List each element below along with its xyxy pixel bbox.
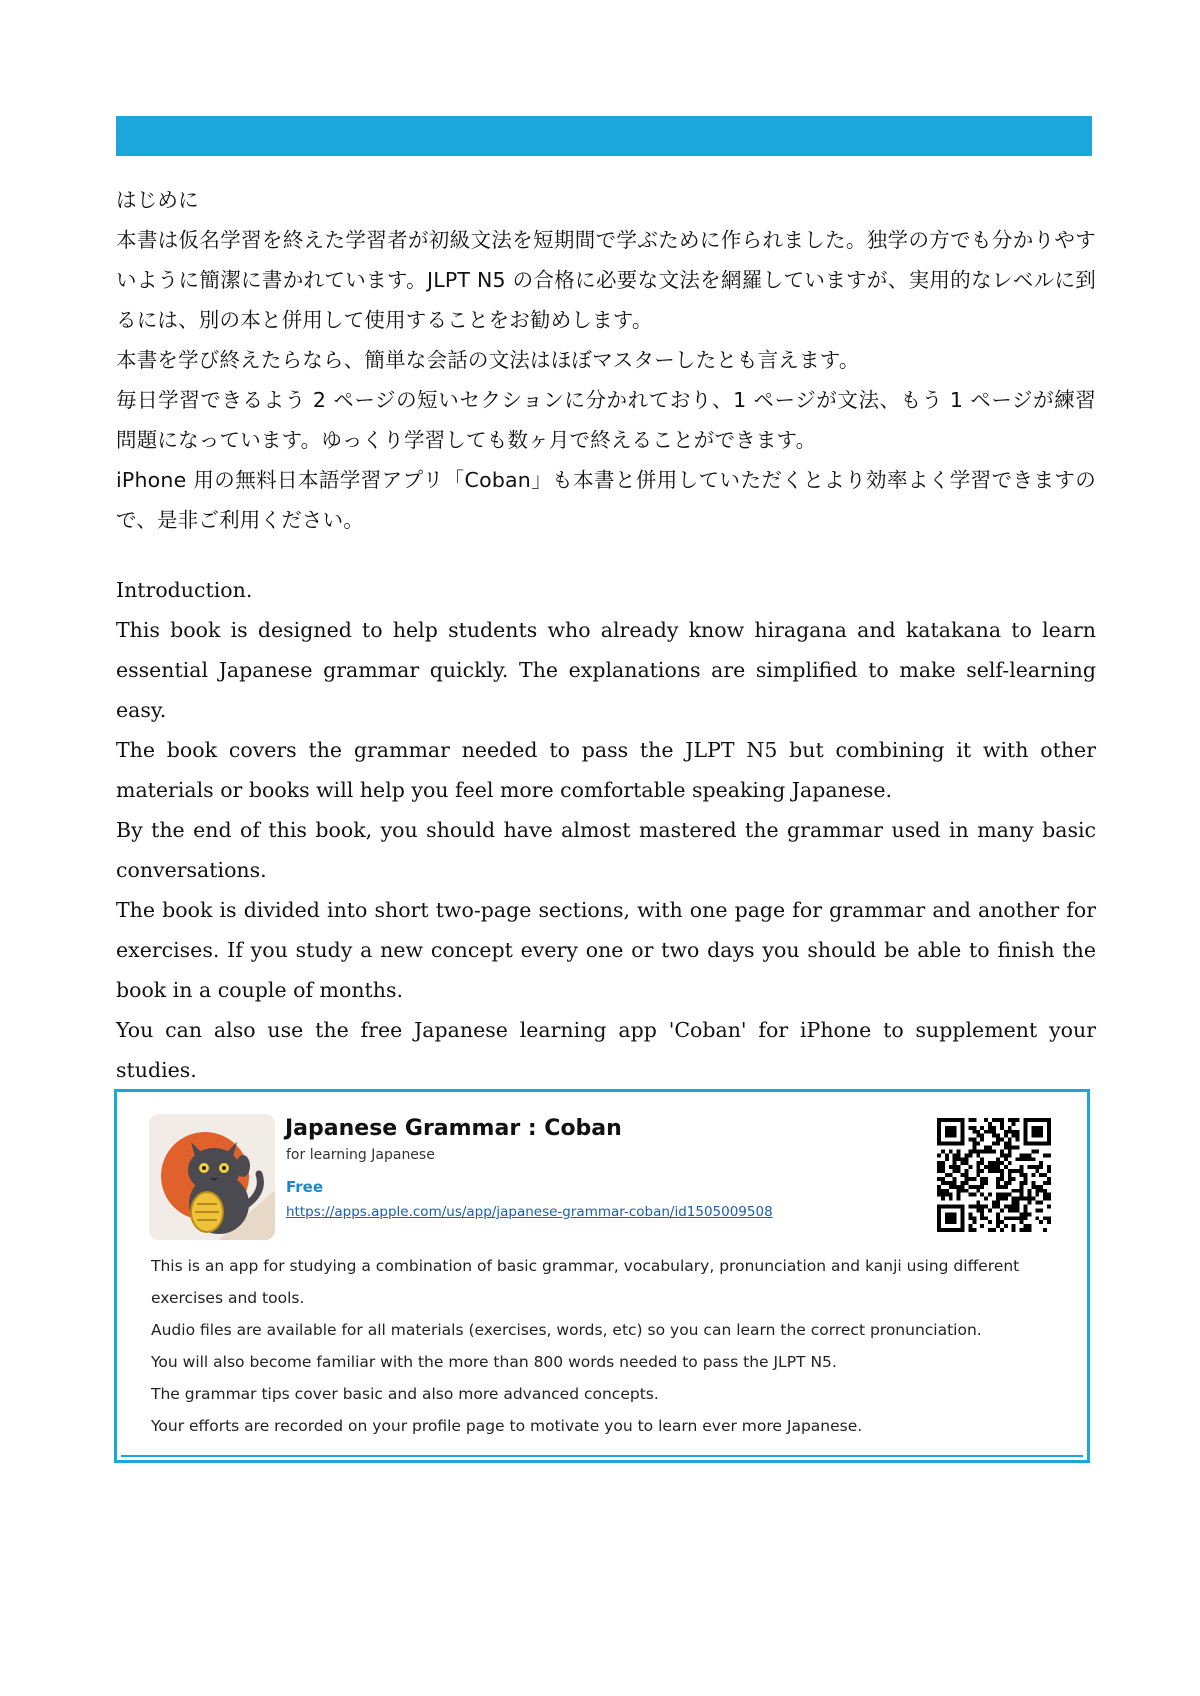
- japanese-paragraph: 本書は仮名学習を終えた学習者が初級文法を短期間で学ぶために作られました。独学の方でも分かりやすいように簡潔に書かれています。JLPT N5 の合格に必要な文法を網羅していますが、実用的なレベルに到るには、別の本と併用して使用することをお勧めします。: [116, 228, 1096, 332]
- app-description-line: Audio files are available for all materials (exercises, words, etc) so you can learn the correct pronunciation.: [151, 1321, 982, 1339]
- english-paragraph: The book covers the grammar needed to pass the JLPT N5 but combining it with other materials or books will help you feel more comfortable speaking Japanese.: [116, 738, 1096, 802]
- english-paragraph: You can also use the free Japanese learning app 'Coban' for iPhone to supplement your studies.: [116, 1018, 1096, 1082]
- app-subtitle: for learning Japanese: [286, 1147, 435, 1163]
- japanese-heading: はじめに: [116, 188, 199, 212]
- header-bar: [116, 116, 1092, 156]
- app-promo-box: [114, 1089, 1090, 1463]
- english-paragraph: This book is designed to help students who already know hiragana and katakana to learn essential Japanese grammar quickly. The explanations are simplified to make self-learning easy.: [116, 618, 1096, 722]
- japanese-paragraph: 本書を学び終えたらなら、簡単な会話の文法はほぼマスターしたとも言えます。: [116, 348, 860, 372]
- japanese-paragraph: iPhone 用の無料日本語学習アプリ「Coban」も本書と併用していただくとより効率よく学習できますので、是非ご利用ください。: [116, 468, 1096, 532]
- app-description-line: The grammar tips cover basic and also more advanced concepts.: [151, 1385, 659, 1403]
- app-description-line: This is an app for studying a combination of basic grammar, vocabulary, pronunciation and kanji using different exercises and tools.: [151, 1257, 1020, 1307]
- english-heading: Introduction.: [116, 578, 253, 602]
- app-price: Free: [286, 1178, 324, 1196]
- cat-mascot-icon: [149, 1114, 275, 1240]
- qr-code-icon: [937, 1118, 1051, 1232]
- english-introduction: [116, 570, 1096, 1090]
- app-description-line: You will also become familiar with the more than 800 words needed to pass the JLPT N5.: [151, 1353, 837, 1371]
- english-paragraph: By the end of this book, you should have almost mastered the grammar used in many basic conversations.: [116, 818, 1096, 882]
- japanese-introduction: [116, 180, 1096, 540]
- app-description: [151, 1250, 1056, 1442]
- english-paragraph: The book is divided into short two-page sections, with one page for grammar and another for exercises. If you study a new concept every one or two days you should be able to finish the book in a couple of months.: [116, 898, 1096, 1002]
- app-description-line: Your efforts are recorded on your profile page to motivate you to learn ever more Japanese.: [151, 1417, 863, 1435]
- app-store-link[interactable]: https://apps.apple.com/us/app/japanese-grammar-coban/id1505009508: [286, 1204, 773, 1220]
- japanese-paragraph: 毎日学習できるよう 2 ページの短いセクションに分かれており、1 ページが文法、もう 1 ページが練習問題になっています。ゆっくり学習しても数ヶ月で終えることができます。: [116, 388, 1096, 452]
- app-title: Japanese Grammar : Coban: [285, 1116, 622, 1141]
